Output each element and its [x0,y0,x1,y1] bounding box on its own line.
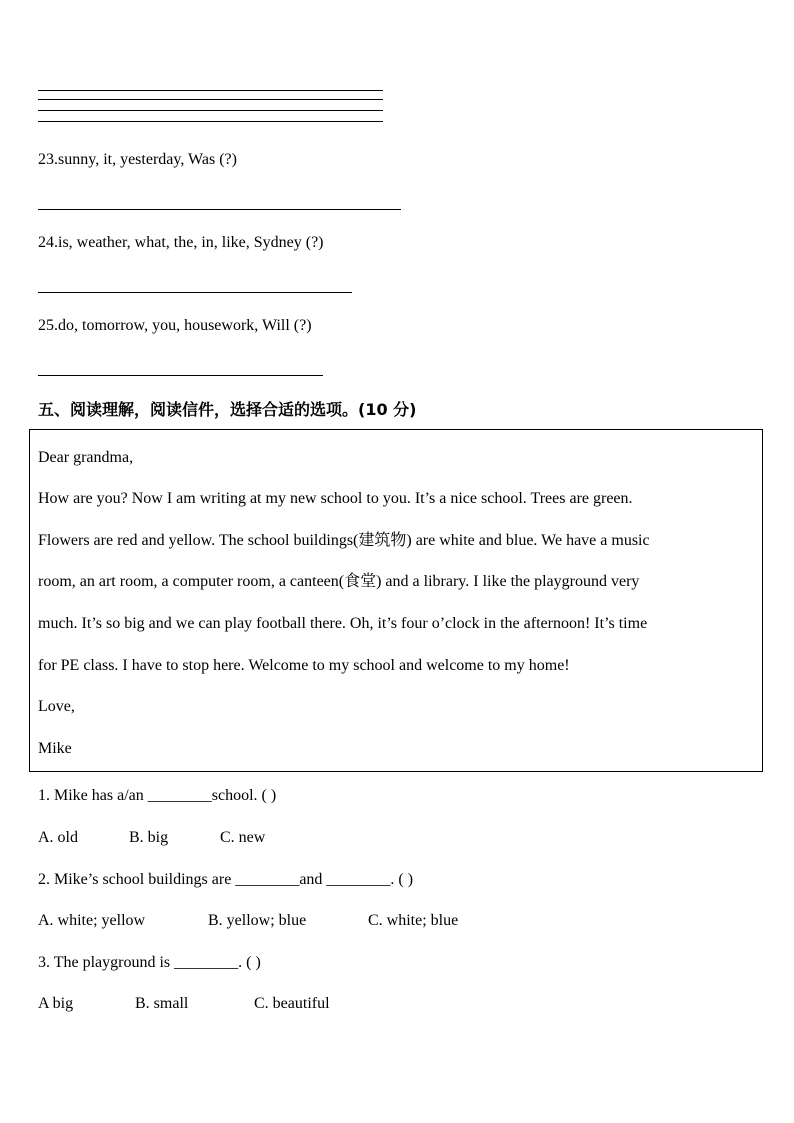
option-b[interactable]: B. big [129,829,169,846]
letter-line: Flowers are red and yellow. The school buildings(建筑物) are white and blue. We have a music [38,532,650,549]
letter-box [29,429,763,772]
letter-line: room, an art room, a computer room, a canteen(食堂) and a library. I like the playground very [38,573,640,590]
letter-line: for PE class. I have to stop here. Welcome to my school and welcome to my home! [38,657,570,674]
option-c[interactable]: C. beautiful [254,995,330,1012]
letter-greeting: Dear grandma, [38,449,134,466]
question-23: 23.sunny, it, yesterday, Was (?) [38,151,237,168]
question-1-stem: 1. Mike has a/an ________school. ( ) [38,787,277,804]
question-24: 24.is, weather, what, the, in, like, Sydney (?) [38,234,324,251]
question-3-stem: 3. The playground is ________. ( ) [38,954,261,971]
question-2-stem: 2. Mike’s school buildings are ________and ________. ( ) [38,871,414,888]
answer-line [38,110,383,111]
answer-line [38,90,383,91]
letter-line: How are you? Now I am writing at my new school to you. It’s a nice school. Trees are green. [38,490,633,507]
option-b[interactable]: B. yellow; blue [208,912,307,929]
option-c[interactable]: C. white; blue [368,912,459,929]
letter-signature: Mike [38,740,72,757]
option-a[interactable]: A. old [38,829,78,846]
answer-line [38,99,383,100]
answer-line-24[interactable] [38,292,352,293]
option-c[interactable]: C. new [220,829,266,846]
option-a[interactable]: A. white; yellow [38,912,146,929]
question-25: 25.do, tomorrow, you, housework, Will (?) [38,317,312,334]
answer-line-25[interactable] [38,375,323,376]
letter-closing: Love, [38,698,75,715]
option-a[interactable]: A big [38,995,74,1012]
letter-line: much. It’s so big and we can play football there. Oh, it’s four o’clock in the afternoon! It’s time [38,615,648,632]
option-b[interactable]: B. small [135,995,189,1012]
section-title: 五、阅读理解，阅读信件，选择合适的选项。(10 分) [38,400,417,419]
answer-line-23[interactable] [38,209,401,210]
answer-line [38,121,383,122]
